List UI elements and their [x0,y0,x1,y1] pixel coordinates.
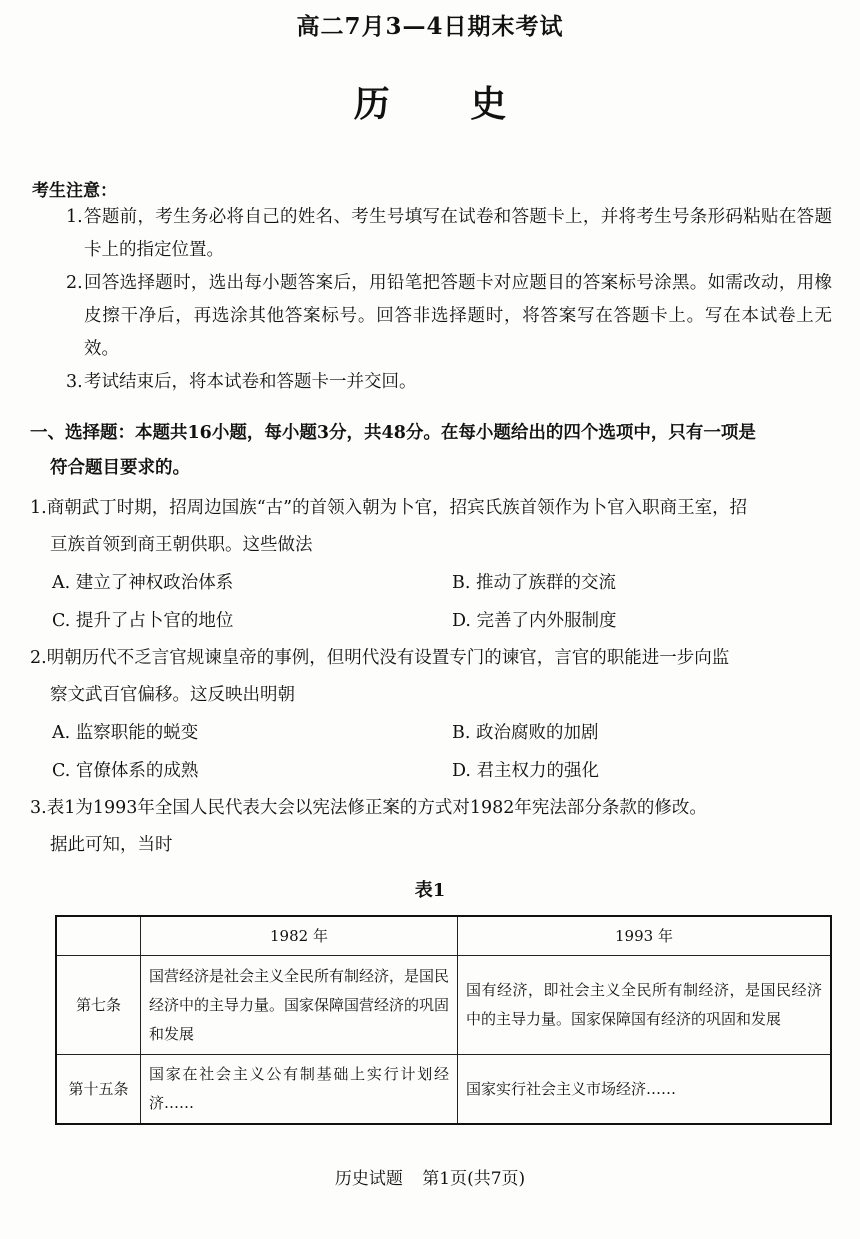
table-row-label: 第七条 [56,956,141,1055]
question-stem [30,490,830,564]
question-stem [30,790,830,864]
table-header-cell: 1982 年 [141,916,458,956]
question-list [30,490,830,864]
table-row-label: 第十五条 [56,1055,141,1125]
notice-item [66,201,832,267]
option-c[interactable]: C. 官僚体系的成熟 [52,761,199,781]
question-1 [30,490,830,640]
question-stem-line: 据此可知，当时 [50,835,173,855]
table-cell-1982: 国家在社会主义公有制基础上实行计划经济…… [141,1055,458,1125]
question-stem [30,640,830,714]
notice-item-text: 答题前，考生务必将自己的姓名、考生号填写在试卷和答题卡上，并将考生号条形码粘贴在答题卡上的指定位置。 [84,207,832,260]
notice-item-text: 考试结束后，将本试卷和答题卡一并交回。 [84,372,417,392]
notice-item-number: 3. [66,372,83,392]
table-caption: 表1 [414,880,446,901]
subject-title: 历 史 [353,83,541,125]
notice-item [66,267,832,366]
table-header-cell: 1993 年 [458,916,832,956]
notice-item-number: 2. [66,273,83,293]
notice-list [66,201,832,399]
notice-item-number: 1. [66,207,83,227]
option-d[interactable]: D. 完善了内外服制度 [452,611,617,631]
question-stem-line: 亘族首领到商王朝供职。这些做法 [50,535,313,555]
table-cell-1982: 国营经济是社会主义全民所有制经济，是国民经济中的主导力量。国家保障国营经济的巩固和发展 [141,956,458,1055]
table-row [56,1055,831,1125]
question-stem-line: 察文武百官偏移。这反映出明朝 [50,685,295,705]
section-heading-line1: 一、选择题：本题共16小题，每小题3分，共48分。在每小题给出的四个选项中，只有一项是 [30,423,756,443]
option-group [30,564,830,640]
notice-item [66,366,832,399]
page-footer [0,1164,860,1189]
option-c[interactable]: C. 提升了占卜官的地位 [52,611,234,631]
table-header-cell [56,916,141,956]
notice-heading: 考生注意： [32,181,117,201]
footer-subject: 历史试题 [334,1169,403,1189]
question-stem-line: 3.表1为1993年全国人民代表大会以宪法修正案的方式对1982年宪法部分条款的修改。 [30,798,707,818]
question-stem-line: 2.明朝历代不乏言官规谏皇帝的事例，但明代没有设置专门的谏官，言官的职能进一步向监 [30,648,730,668]
constitution-amendment-table [55,915,832,1125]
question-2 [30,640,830,790]
footer-page-number: 第1页(共7页) [422,1169,526,1189]
notice-item-text: 回答选择题时，选出每小题答案后，用铅笔把答题卡对应题目的答案标号涂黑。如需改动，用橡皮擦干净后，再选涂其他答案标号。回答非选择题时，将答案写在答题卡上。写在本试卷上无效。 [84,273,832,359]
section-heading-line2: 符合题目要求的。 [50,458,190,478]
table-row [56,956,831,1055]
option-d[interactable]: D. 君主权力的强化 [452,761,600,781]
option-a[interactable]: A. 建立了神权政治体系 [52,573,234,593]
table-cell-1993: 国家实行社会主义市场经济…… [458,1055,832,1125]
table-cell-1993: 国有经济，即社会主义全民所有制经济，是国民经济中的主导力量。国家保障国有经济的巩固和发展 [458,956,832,1055]
option-b[interactable]: B. 推动了族群的交流 [452,573,616,593]
section-heading [30,416,830,486]
option-b[interactable]: B. 政治腐败的加剧 [452,723,599,743]
question-stem-line: 1.商朝武丁时期，招周边国族“古”的首领入朝为卜官，招宾氏族首领作为卜官入职商王室，招 [30,498,748,518]
question-3 [30,790,830,864]
option-group [30,714,830,790]
exam-title: 高二7月3—4日期末考试 [296,13,564,40]
table-header-row [56,916,831,956]
option-a[interactable]: A. 监察职能的蜕变 [52,723,199,743]
